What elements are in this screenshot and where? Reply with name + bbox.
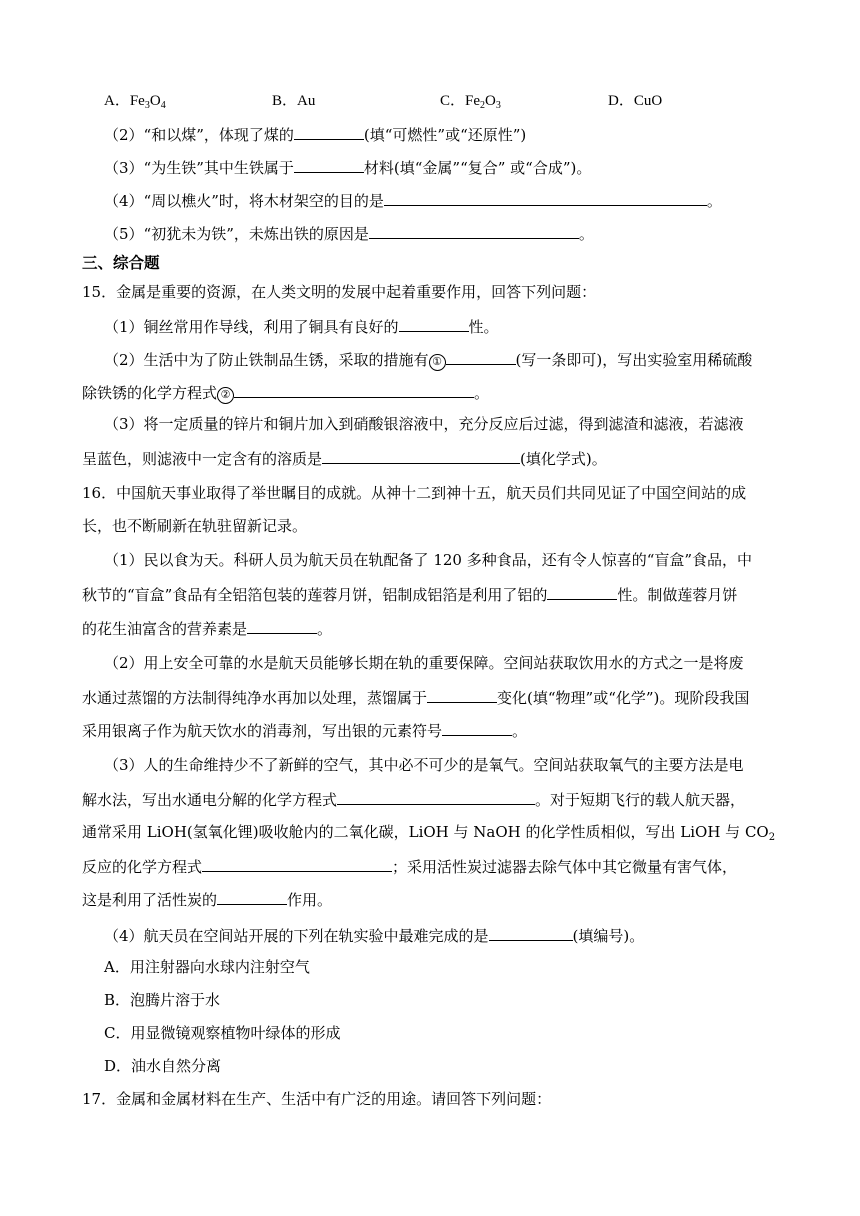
q16-part3-line2 <box>82 788 745 810</box>
answer-blank[interactable] <box>489 924 573 941</box>
q16-part3: （3）人的生命维持少不了新鲜的空气，其中必不可少的是氧气。空间站获取氧气的主要方法是电 <box>104 756 744 774</box>
q16-part4 <box>104 924 644 946</box>
question-text: （4）航天员在空间站开展的下列在轨实验中最难完成的是 <box>104 927 489 945</box>
q15-part2-cont <box>82 381 489 404</box>
question-text: (填“可燃性”或“还原性”) <box>363 126 527 144</box>
q15-stem: 15．金属是重要的资源，在人类文明的发展中起着重要作用，回答下列问题： <box>82 283 597 301</box>
q16-option-d: D．油水自然分离 <box>104 1057 222 1075</box>
option-b <box>272 89 315 110</box>
answer-blank[interactable] <box>247 617 317 634</box>
answer-blank[interactable] <box>294 156 364 173</box>
question-text: 。 <box>317 620 333 638</box>
section-heading: 三、综合题 <box>82 254 160 272</box>
question-text: 呈蓝色，则滤液中一定含有的溶质是 <box>82 450 323 468</box>
q14-part4 <box>104 189 722 211</box>
question-text: 。 <box>706 192 722 210</box>
q15-part2 <box>104 348 752 371</box>
formula-sub: 3 <box>495 100 501 111</box>
formula-part: O <box>485 93 496 109</box>
question-text: 反应的化学方程式 <box>82 858 203 876</box>
question-text: 秋节的“盲盒”食品有全铝箔包装的莲蓉月饼，铝制成铝箔是利用了铝的 <box>82 586 548 604</box>
q16-option-b: B．泡腾片溶于水 <box>104 991 221 1009</box>
formula-sub: 2 <box>480 100 486 111</box>
answer-blank[interactable] <box>369 222 579 239</box>
q16-part3-line4 <box>82 855 737 877</box>
option-text: Au <box>297 93 316 109</box>
formula-sub: 2 <box>768 832 776 843</box>
question-text: 。 <box>474 384 490 402</box>
formula-sub: 4 <box>160 100 166 111</box>
circled-number: ② <box>217 387 234 404</box>
question-text: 材料(填“金属”“复合” 或“合成”)。 <box>363 159 592 177</box>
option-d <box>608 89 662 110</box>
question-text: （2）生活中为了防止铁制品生锈，采取的措施有 <box>104 351 429 369</box>
question-text: 通常采用 LiOH(氢氧化锂)吸收舱内的二氧化碳，LiOH 与 NaOH 的化学性质相似，写出 LiOH 与 CO <box>82 823 769 841</box>
question-text: 采用银离子作为航天饮水的消毒剂，写出银的元素符号 <box>82 722 443 740</box>
question-text: （1）铜丝常用作导线，利用了铜具有良好的 <box>104 318 399 336</box>
question-text: （5）“初犹未为铁”，未炼出铁的原因是 <box>104 225 369 243</box>
answer-blank[interactable] <box>446 348 516 365</box>
question-text: 除铁锈的化学方程式 <box>82 384 218 402</box>
question-text: 性。制做莲蓉月饼 <box>617 586 738 604</box>
formula-part: Fe <box>465 93 481 109</box>
q16-part3-line5 <box>82 888 332 910</box>
answer-blank[interactable] <box>217 888 287 905</box>
question-text: 。对于短期飞行的载人航天器， <box>535 791 746 809</box>
q16-option-c: C．用显微镜观察植物叶绿体的形成 <box>104 1024 341 1042</box>
answer-blank[interactable] <box>399 315 469 332</box>
q16-part1: （1）民以食为天。科研人员为航天员在轨配备了 120 多种食品，还有令人惊喜的“盲盒”食品，中 <box>104 551 753 569</box>
option-letter: A． <box>104 93 130 109</box>
option-c <box>440 89 501 110</box>
answer-blank[interactable] <box>294 123 364 140</box>
q16-part1-line3 <box>82 617 332 639</box>
question-text: (写一条即可)，写出实验室用稀硫酸 <box>515 351 753 369</box>
answer-blank[interactable] <box>442 719 512 736</box>
option-letter: D． <box>608 93 634 109</box>
question-text: 这是利用了活性炭的 <box>82 891 218 909</box>
question-text: （2）“和以煤”，体现了煤的 <box>104 126 294 144</box>
question-text: 解水法，写出水通电分解的化学方程式 <box>82 791 338 809</box>
question-text: （3）“为生铁”其中生铁属于 <box>104 159 294 177</box>
q14-part3 <box>104 156 591 178</box>
question-text: ；采用活性炭过滤器去除气体中其它微量有害气体， <box>392 858 738 876</box>
q15-part3-cont <box>82 447 607 469</box>
q15-part3: （3）将一定质量的锌片和铜片加入到硝酸银溶液中，充分反应后过滤，得到滤渣和滤液，若滤液 <box>104 415 744 433</box>
formula-sub: 3 <box>144 100 150 111</box>
answer-blank[interactable] <box>384 189 707 206</box>
q14-part5 <box>104 222 594 244</box>
q16-part2-line3 <box>82 719 527 741</box>
option-text: CuO <box>633 93 663 109</box>
question-text: (填编号)。 <box>572 927 645 945</box>
option-letter: C． <box>440 93 466 109</box>
question-text: 的花生油富含的营养素是 <box>82 620 248 638</box>
answer-blank[interactable] <box>202 855 392 872</box>
answer-blank[interactable] <box>234 381 474 398</box>
q16-stem-line2: 长，也不断刷新在轨驻留新记录。 <box>82 517 308 535</box>
question-text: （4）“周以樵火”时，将木材架空的目的是 <box>104 192 384 210</box>
formula-part: Fe <box>129 93 145 109</box>
q16-part2-line2 <box>82 686 749 708</box>
question-text: 水通过蒸馏的方法制得纯净水再加以处理，蒸馏属于 <box>82 689 428 707</box>
question-text: 性。 <box>468 318 499 336</box>
question-text: (填化学式)。 <box>520 450 607 468</box>
answer-blank[interactable] <box>547 583 617 600</box>
answer-blank[interactable] <box>337 788 535 805</box>
q17-stem: 17．金属和金属材料在生产、生活中有广泛的用途。请回答下列问题： <box>82 1090 552 1108</box>
q16-part1-line2 <box>82 583 737 605</box>
formula-part: O <box>149 93 161 109</box>
q14-part2 <box>104 123 526 145</box>
answer-blank[interactable] <box>322 447 520 464</box>
q16-part2: （2）用上安全可靠的水是航天员能够长期在轨的重要保障。空间站获取饮用水的方式之一是将废 <box>104 654 744 672</box>
option-letter: B． <box>272 93 298 109</box>
question-text: 。 <box>512 722 528 740</box>
q16-option-a: A．用注射器向水球内注射空气 <box>104 958 310 976</box>
question-text: 变化(填“物理”或“化学”)。现阶段我国 <box>497 689 750 707</box>
q15-part1 <box>104 315 499 337</box>
question-text: 。 <box>578 225 594 243</box>
question-text: 作用。 <box>287 891 333 909</box>
q16-part3-line3 <box>82 822 775 842</box>
option-a <box>104 89 166 110</box>
circled-number: ① <box>429 354 446 371</box>
q16-stem-line1: 16．中国航天事业取得了举世瞩目的成就。从神十二到神十五，航天员们共同见证了中国空间站的成 <box>82 484 747 502</box>
answer-blank[interactable] <box>427 686 497 703</box>
